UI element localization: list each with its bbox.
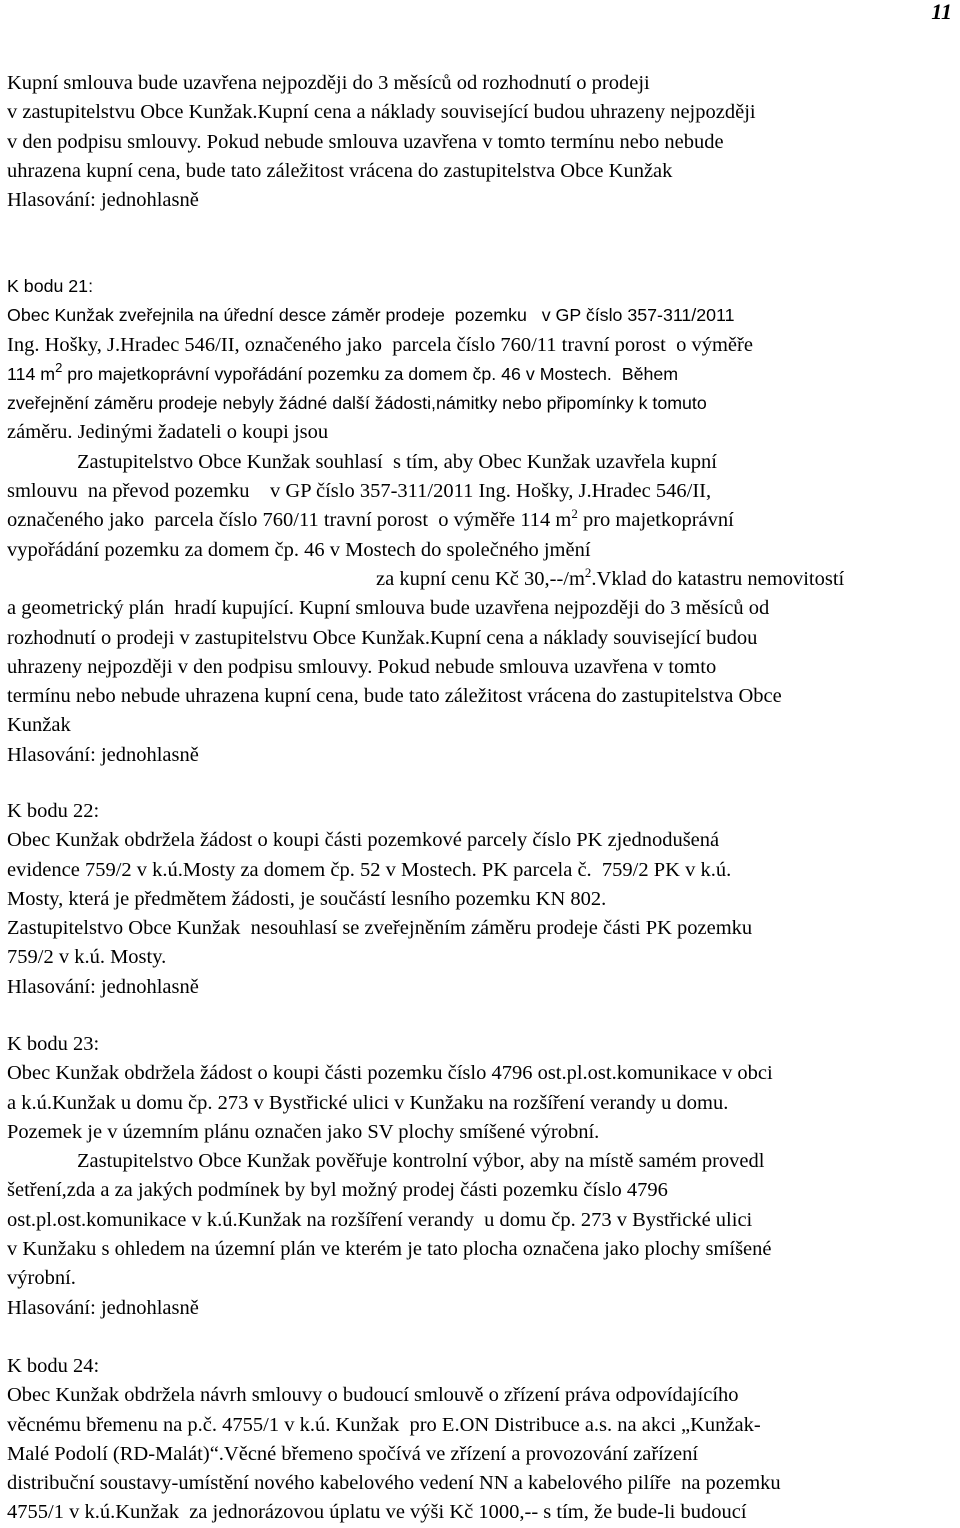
text-line: [7, 1440, 960, 1469]
text-line: [7, 1089, 960, 1118]
line-text: Kupní smlouva bude uzavřena nejpozději do 3 měsíců od rozhodnutí o prodeji: [7, 72, 650, 94]
line-text: ost.pl.ost.komunikace v k.ú.Kunžak na rozšíření verandy u domu čp. 273 v Bystřické ulici: [7, 1208, 753, 1231]
text-line: [7, 973, 960, 1002]
text-line: [7, 536, 960, 565]
line-text: 114 m: [7, 363, 56, 384]
superscript: 2: [584, 564, 592, 580]
line-text: Hlasování: jednohlasně: [7, 975, 199, 998]
line-text: K bodu 21:: [7, 276, 94, 296]
line-text: Kunžak: [7, 714, 71, 737]
text-line: [7, 301, 960, 330]
line-text: a k.ú.Kunžak u domu čp. 273 v Bystřické ulici v Kunžaku na rozšíření verandy u domu.: [7, 1091, 729, 1114]
line-text: Hlasování: jednohlasně: [7, 743, 199, 766]
text-line: [7, 186, 960, 215]
text-line: [7, 418, 960, 447]
line-text: Obec Kunžak zveřejnila na úřední desce záměr prodeje pozemku v GP číslo 357-311/2011: [7, 305, 735, 326]
line-text: věcnému břemenu na p.č. 4755/1 v k.ú. Kunžak pro E.ON Distribuce a.s. na akci „Kunžak-: [7, 1413, 761, 1436]
line-text-after: pro majetkoprávní vypořádání pozemku za domem čp. 46 v Mostech. Během: [62, 363, 679, 384]
line-text: Zastupitelstvo Obce Kunžak souhlasí s tím, aby Obec Kunžak uzavřela kupní: [77, 450, 717, 473]
line-text: v zastupitelstvu Obce Kunžak.Kupní cena a náklady související budou uhrazeny nejpozději: [7, 101, 756, 124]
line-text: šetření,zda a za jakých podmínek by byl možný prodej části pozemku číslo 4796: [7, 1179, 668, 1202]
line-text: termínu nebo nebude uhrazena kupní cena, bude tato záležitost vrácena do zastupitelstva Obce: [7, 685, 782, 708]
line-text: smlouvu na převod pozemku v GP číslo 357-311/2011 Ing. Hošky, J.Hradec 546/II,: [7, 480, 712, 503]
line-text: Zastupitelstvo Obce Kunžak pověřuje kontrolní výbor, aby na místě samém provedl: [77, 1150, 765, 1173]
line-text: a geometrický plán hradí kupující. Kupní smlouva bude uzavřena nejpozději do 3 měsíců od: [7, 597, 770, 620]
line-text: označeného jako parcela číslo 760/11 travní porost o výměře 114 m: [7, 509, 572, 532]
text-line: [7, 826, 960, 855]
section-point-22: [7, 797, 960, 1002]
text-line: [7, 653, 960, 682]
text-line: [7, 624, 960, 653]
text-line: [7, 594, 960, 623]
text-line: [7, 943, 960, 972]
line-text: 4755/1 v k.ú.Kunžak za jednorázovou úplatu ve výši Kč 1000,-- s tím, že bude-li budoucí: [7, 1501, 747, 1524]
text-block-continuation: [7, 69, 960, 215]
text-line: [7, 331, 960, 360]
text-line: [7, 272, 960, 301]
text-line: [7, 157, 960, 186]
text-line: [7, 98, 960, 127]
text-line: [7, 1030, 960, 1059]
line-text: evidence 759/2 v k.ú.Mosty za domem čp. 52 v Mostech. PK parcela č. 759/2 PK v k.ú.: [7, 858, 732, 881]
line-text: distribuční soustavy-umístění nového kabelového vedení NN a kabelového pilíře na pozemku: [7, 1472, 781, 1495]
section-point-24: [7, 1352, 960, 1528]
text-line: [7, 1206, 960, 1235]
line-text: výrobní.: [7, 1267, 76, 1290]
text-line: [7, 1264, 960, 1293]
line-text: Hlasování: jednohlasně: [7, 189, 199, 212]
text-line: [7, 1469, 960, 1498]
line-text: Hlasování: jednohlasně: [7, 1296, 199, 1319]
section-point-21: [7, 272, 960, 770]
text-line: [7, 1235, 960, 1264]
text-line: [7, 1059, 960, 1088]
line-text: Obec Kunžak obdržela žádost o koupi části pozemkové parcely číslo PK zjednodušená: [7, 829, 720, 852]
text-line: [7, 1294, 960, 1323]
text-line: [7, 741, 960, 770]
text-line: [7, 914, 960, 943]
line-text: Zastupitelstvo Obce Kunžak nesouhlasí se zveřejněním záměru prodeje části PK pozemku: [7, 917, 753, 940]
line-text: uhrazena kupní cena, bude tato záležitost vrácena do zastupitelstva Obce Kunžak: [7, 159, 673, 182]
text-line: [7, 1411, 960, 1440]
text-line: [7, 797, 960, 826]
text-line: [7, 565, 960, 594]
text-line: [7, 389, 960, 418]
line-text: v Kunžaku s ohledem na územní plán ve kterém je tato plocha označena jako plochy smíšené: [7, 1238, 772, 1261]
text-line: [7, 1352, 960, 1381]
line-text: K bodu 24:: [7, 1355, 100, 1377]
line-text: Obec Kunžak obdržela žádost o koupi části pozemku číslo 4796 ost.pl.ost.komunikace v obci: [7, 1062, 773, 1085]
text-line: [7, 711, 960, 740]
line-text: Pozemek je v územním plánu označen jako SV plochy smíšené výrobní.: [7, 1120, 600, 1143]
text-line: [7, 1498, 960, 1527]
text-line: [7, 128, 960, 157]
text-line: [7, 856, 960, 885]
line-text: v den podpisu smlouvy. Pokud nebude smlouva uzavřena v tomto termínu nebo nebude: [7, 130, 724, 153]
page-number: 11: [931, 0, 952, 24]
text-line: [7, 477, 960, 506]
line-text: K bodu 22:: [7, 800, 100, 822]
text-line: [7, 1147, 960, 1176]
line-text: Obec Kunžak obdržela návrh smlouvy o budoucí smlouvě o zřízení práva odpovídajícího: [7, 1384, 739, 1407]
line-text: rozhodnutí o prodeji v zastupitelstvu Obce Kunžak.Kupní cena a náklady související budou: [7, 626, 758, 649]
line-text: za kupní cenu Kč 30,--/m: [376, 567, 585, 590]
text-line: [7, 360, 960, 389]
text-line: [7, 506, 960, 535]
line-text-after: .Vklad do katastru nemovitostí: [591, 567, 845, 590]
text-line: [7, 885, 960, 914]
text-line: [7, 69, 960, 98]
line-text: Malé Podolí (RD-Malát)“.Věcné břemeno spočívá ve zřízení a provozování zařízení: [7, 1442, 699, 1465]
superscript: 2: [55, 359, 63, 375]
text-line: [7, 682, 960, 711]
line-text-after: pro majetkoprávní: [577, 509, 734, 532]
text-line: [7, 448, 960, 477]
line-text: Ing. Hošky, J.Hradec 546/II, označeného jako parcela číslo 760/11 travní porost o výměře: [7, 333, 753, 356]
line-text: Mosty, která je předmětem žádosti, je součástí lesního pozemku KN 802.: [7, 887, 607, 910]
line-text: uhrazeny nejpozději v den podpisu smlouvy. Pokud nebude smlouva uzavřena v tomto: [7, 655, 717, 678]
text-line: [7, 1176, 960, 1205]
line-text: záměru. Jedinými žadateli o koupi jsou: [7, 421, 329, 444]
line-text: K bodu 23:: [7, 1033, 100, 1055]
superscript: 2: [571, 506, 578, 522]
text-line: [7, 1118, 960, 1147]
line-text: zveřejnění záměru prodeje nebyly žádné další žádosti,námitky nebo připomínky k tomuto: [7, 393, 707, 414]
line-text: vypořádání pozemku za domem čp. 46 v Mostech do společného jmění: [7, 538, 591, 561]
section-point-23: [7, 1030, 960, 1323]
line-text: 759/2 v k.ú. Mosty.: [7, 946, 167, 969]
text-line: [7, 1381, 960, 1410]
